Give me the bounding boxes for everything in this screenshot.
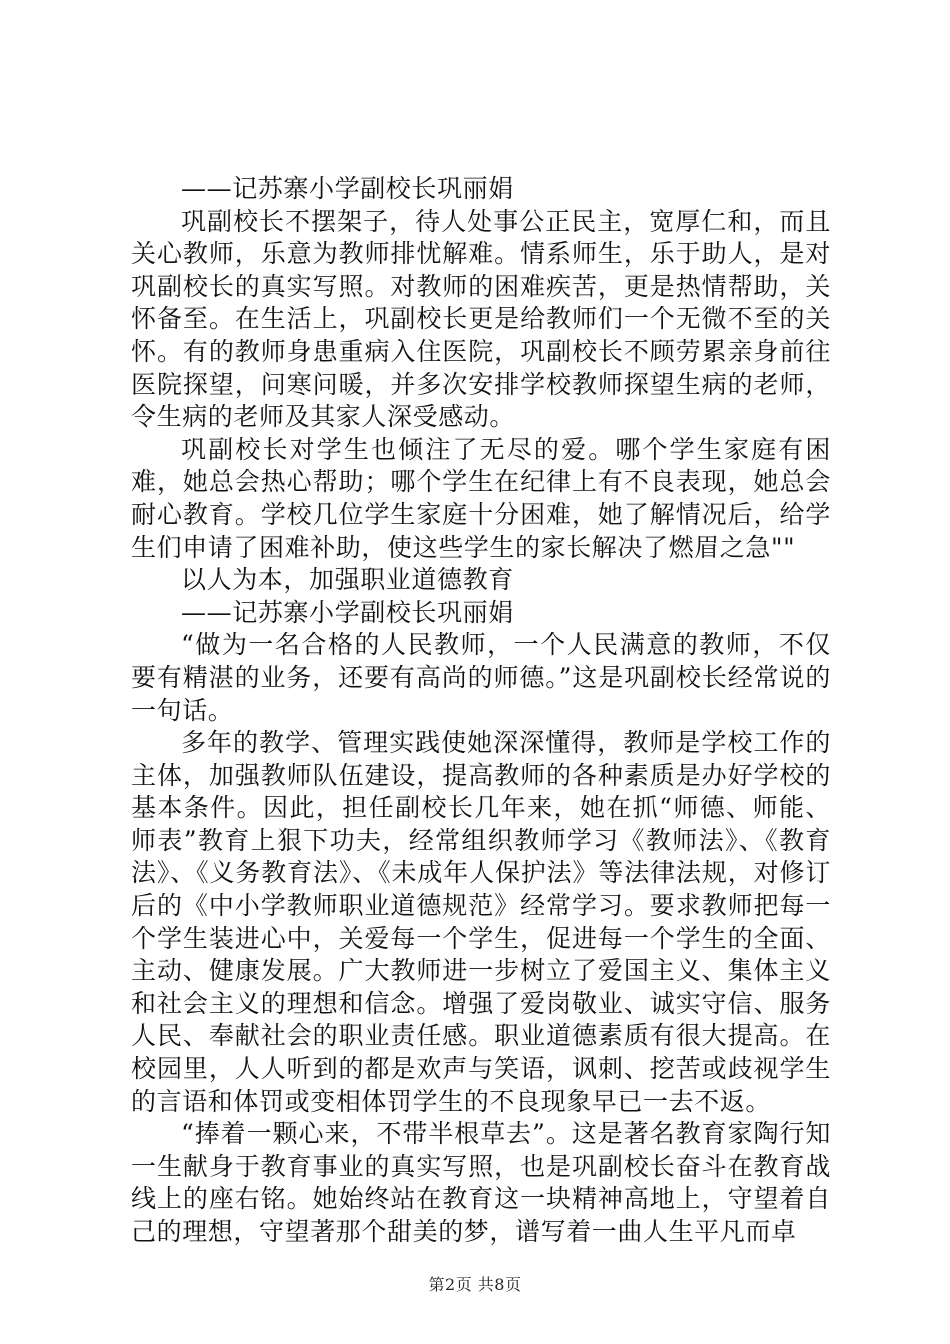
section-heading: 以人为本，加强职业道德教育 xyxy=(181,565,514,595)
paragraph-care-for-teachers: 巩副校长不摆架子，待人处事公正民主，宽厚仁和，而且关心教师，乐意为教师排忧解难。情系师生，乐于助人，是对巩副校长的真实写照。对教师的困难疾苦，更是热情帮助，关怀备至。在生活上，巩副校长更是给教师们一个无微不至的关怀。有的教师身患重病入住医院，巩副校长不顾劳累亲身前往医院探望，问寒问暖，并多次安排学校教师探望生病的老师，令生病的老师及其家人深受感动。 xyxy=(131,206,831,432)
page-footer: 第2页 共8页 xyxy=(428,1275,522,1294)
document-body xyxy=(131,173,831,1249)
subtitle-line: ——记苏寨小学副校长巩丽娟 xyxy=(181,174,514,203)
paragraph-care-for-students: 巩副校长对学生也倾注了无尽的爱。哪个学生家庭有困难，她总会热心帮助；哪个学生在纪律上有不良表现，她总会耐心教育。学校几位学生家庭十分困难，她了解情况后，给学生们申请了困难补助，使这些学生的家长解决了燃眉之急"" xyxy=(131,434,831,562)
paragraph-ethics-education: 多年的教学、管理实践使她深深懂得，教师是学校工作的主体，加强教师队伍建设，提高教师的各种素质是办好学校的基本条件。因此，担任副校长几年来，她在抓“师德、师能、师表”教育上狠下功夫，经常组织教师学习《教师法》、《教育法》、《义务教育法》、《未成年人保护法》等法律法规，对修订后的《中小学教师职业道德规范》经常学习。要求教师把每一个学生装进心中，关爱每一个学生，促进每一个学生的全面、主动、健康发展。广大教师进一步树立了爱国主义、集体主义和社会主义的理想和信念。增强了爱岗敬业、诚实守信、服务人民、奉献社会的职业责任感。职业道德素质有很大提高。在校园里，人人听到的都是欢声与笑语，讽刺、挖苦或歧视学生的言语和体罚或变相体罚学生的不良现象早已一去不返。 xyxy=(131,728,831,1116)
paragraph-quote: “做为一名合格的人民教师，一个人民满意的教师，不仅要有精湛的业务，还要有高尚的师德。”这是巩副校长经常说的一句话。 xyxy=(131,630,831,725)
paragraph-motto: “捧着一颗心来，不带半根草去”。这是著名教育家陶行知一生献身于教育事业的真实写照，也是巩副校长奋斗在教育战线上的座右铭。她始终站在教育这一块精神高地上，守望着自己的理想，守望著那个甜美的梦，谱写着一曲人生平凡而卓 xyxy=(131,1119,831,1246)
section-subtitle: ——记苏寨小学副校长巩丽娟 xyxy=(181,597,514,627)
